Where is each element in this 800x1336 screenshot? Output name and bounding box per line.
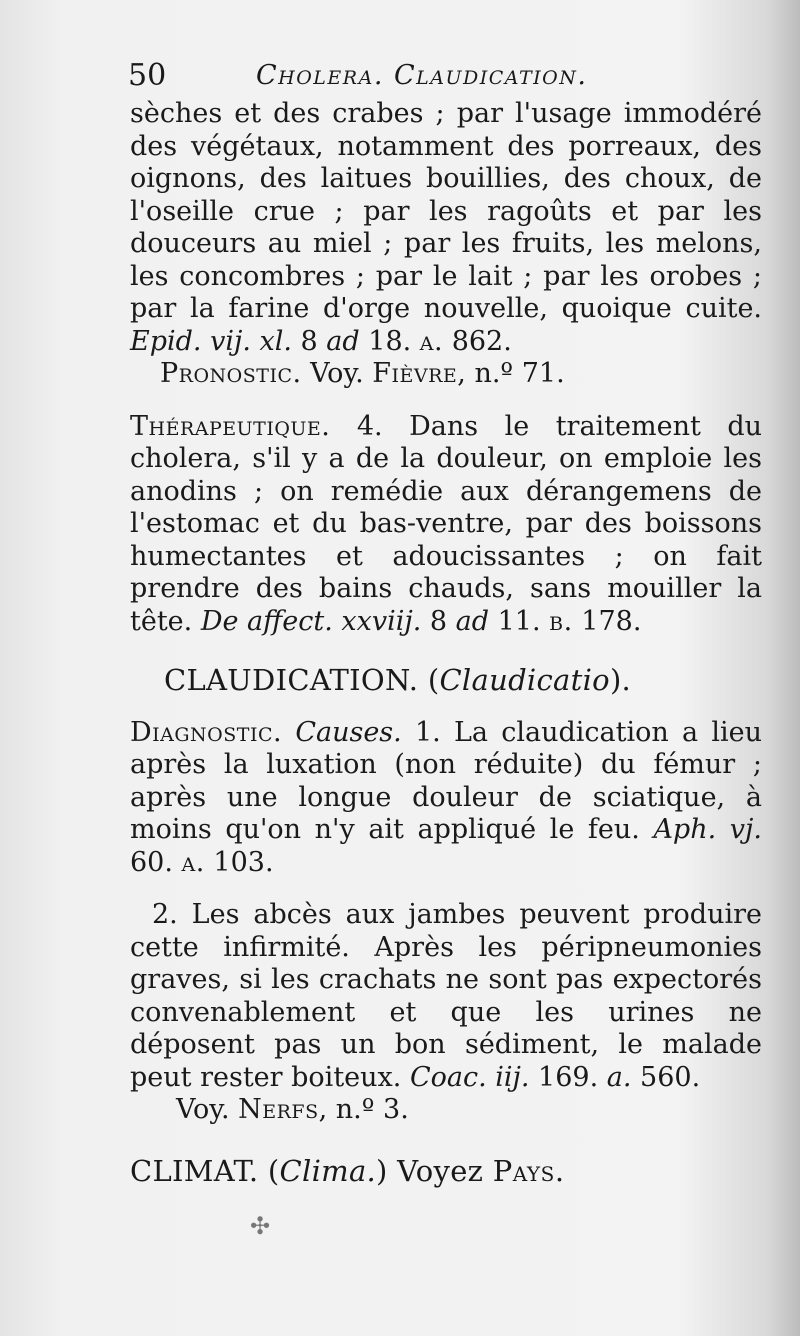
abces-ref: Coac. iij. bbox=[409, 1061, 530, 1093]
therapeutique-ref-num3: 178. bbox=[572, 605, 642, 637]
cholera-causes-ref-num2: 18. bbox=[359, 325, 420, 357]
claudication-latin: Claudicatio bbox=[439, 663, 610, 697]
see-also-text: Voy. bbox=[176, 1094, 239, 1125]
therapeutique-ref-num: 8 bbox=[421, 605, 456, 637]
pronostic-num: , n.º 71. bbox=[457, 358, 565, 389]
cholera-pronostic-paragraph bbox=[150, 358, 762, 391]
claudication-title: CLAUDICATION. bbox=[164, 663, 419, 697]
cholera-causes-ref-letter: a. bbox=[419, 325, 444, 357]
cholera-causes-ref-ad: ad bbox=[326, 325, 360, 357]
abces-ref-letter: a. bbox=[606, 1061, 632, 1093]
claudication-heading bbox=[164, 664, 762, 697]
abces-ref-num: 169. bbox=[529, 1061, 607, 1093]
page-header bbox=[128, 58, 748, 102]
diagnostic-ref-num: 60. bbox=[130, 846, 182, 878]
therapeutique-ref-ad: ad bbox=[455, 605, 490, 637]
claudication-paren-open: ( bbox=[418, 663, 440, 697]
diagnostic-ref: Aph. vj. bbox=[653, 814, 762, 845]
climat-see-text: ) Voyez bbox=[376, 1153, 493, 1188]
climat-paren-open: ( bbox=[258, 1153, 280, 1188]
pronostic-text: Voy. bbox=[301, 358, 373, 389]
cholera-causes-ref-num: 8 bbox=[291, 325, 327, 357]
climat-heading bbox=[130, 1155, 762, 1188]
pronostic-label: Pronostic. bbox=[160, 358, 302, 389]
cholera-therapeutique-paragraph bbox=[130, 411, 762, 639]
therapeutique-ref-letter: b. bbox=[549, 605, 573, 637]
cholera-causes-ref-num3: 862. bbox=[443, 325, 512, 357]
therapeutique-text: 4. Dans le traitement du cholera, s'il y a de la douleur, on emploie les anodins ; on remédie aux dérangemens de l'estomac et du bas-ventre, par des boissons humectantes et adoucissantes ; on fait prendre des bains chauds, sans mouiller la tête. bbox=[130, 410, 762, 637]
climat-ref: Pays. bbox=[492, 1153, 565, 1188]
claudication-paren-close: ). bbox=[609, 663, 632, 697]
therapeutique-ref-num2: 11. bbox=[489, 605, 550, 637]
diagnostic-text: 1. La claudication a lieu après la luxation (non réduite) du fémur ; après une longue douleur de sciatique, à moins qu'on n'y ait appliqué le feu. bbox=[130, 716, 762, 845]
therapeutique-label: Thérapeutique. bbox=[130, 410, 331, 442]
page-number: 50 bbox=[128, 58, 167, 93]
therapeutique-ref: De affect. xxviij. bbox=[200, 605, 422, 637]
cholera-causes-paragraph bbox=[130, 98, 762, 358]
climat-latin: Clima. bbox=[279, 1153, 377, 1188]
abces-ref-num2: 560. bbox=[631, 1061, 701, 1093]
page-body bbox=[130, 98, 762, 1187]
diagnostic-label: Diagnostic. bbox=[130, 716, 283, 748]
diagnostic-causes: Causes. bbox=[282, 716, 402, 748]
cholera-causes-ref: Epid. vij. xl. bbox=[130, 325, 292, 357]
diagnostic-ref-letter: a. bbox=[181, 846, 205, 878]
claudication-see-also bbox=[176, 1094, 762, 1127]
claudication-abces-paragraph bbox=[130, 899, 762, 1094]
see-also-ref: Nerfs bbox=[238, 1094, 319, 1125]
diagnostic-ref-num2: 103. bbox=[204, 846, 274, 878]
printer-mark-icon: ✣ bbox=[250, 1212, 271, 1240]
abces-text: 2. Les abcès aux jambes peuvent produire cette infirmité. Après les péripneumonies graves, si les crachats ne sont pas expectorés convenablement et que les urines ne déposent pas un bon sédiment, le malade peut rester boiteux. bbox=[130, 899, 762, 1093]
climat-title: CLIMAT. bbox=[130, 1153, 259, 1188]
pronostic-ref: Fièvre bbox=[372, 358, 458, 389]
claudication-diagnostic-paragraph bbox=[130, 717, 762, 880]
see-also-num: , n.º 3. bbox=[318, 1094, 409, 1125]
cholera-causes-text: sèches et des crabes ; par l'usage immodéré des végétaux, notamment des porreaux, des oignons, des laitues bouillies, des choux, de l'oseille crue ; par les ragoûts et par les douceurs au miel ; par les fruits, les melons, les concombres ; par le lait ; par les orobes ; par la farine d'orge nouvelle, quoique cuite. bbox=[130, 98, 762, 324]
running-head: Cholera. Claudication. bbox=[256, 60, 588, 91]
